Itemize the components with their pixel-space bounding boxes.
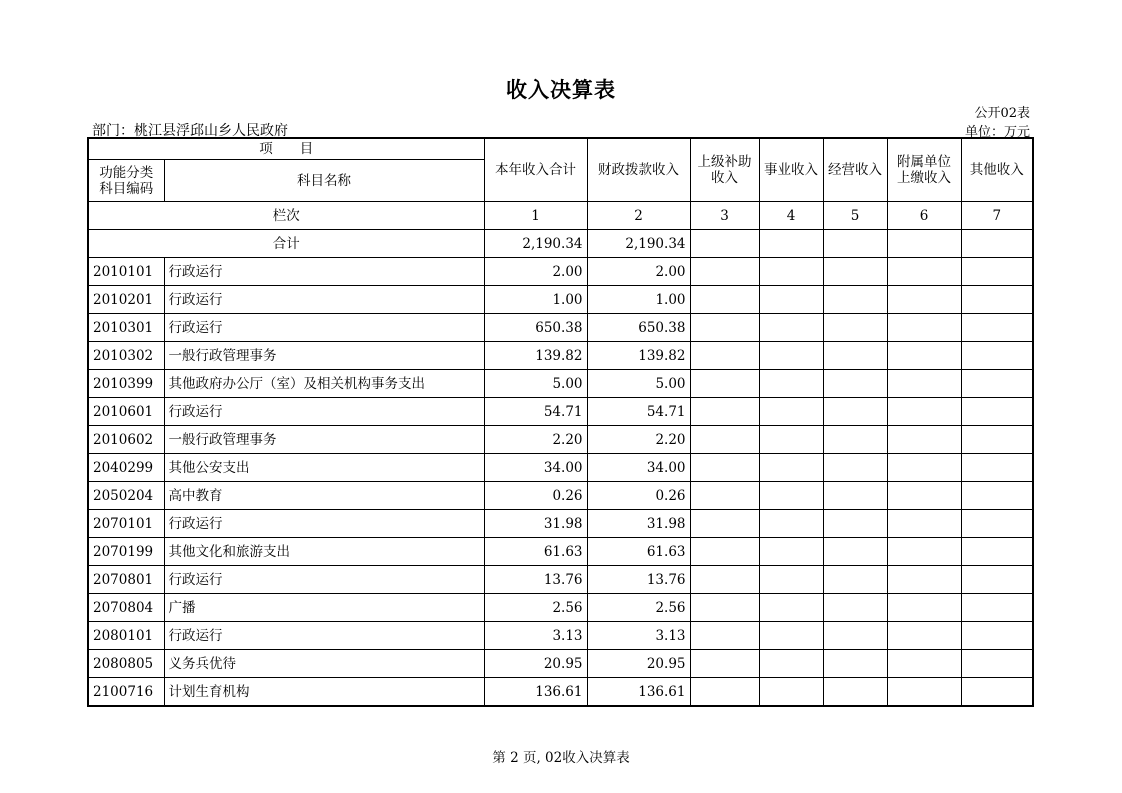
subject-name-cell: 一般行政管理事务 xyxy=(164,342,484,370)
amount-cell xyxy=(887,286,961,314)
function-code-cell: 2010399 xyxy=(88,370,164,398)
table-row xyxy=(88,678,1033,707)
total-value xyxy=(961,230,1033,258)
amount-cell xyxy=(961,370,1033,398)
unit-label: 单位：万元 xyxy=(964,125,1030,140)
table-row xyxy=(88,482,1033,510)
amount-cell xyxy=(823,650,887,678)
subject-name-cell: 行政运行 xyxy=(164,398,484,426)
amount-cell xyxy=(759,594,823,622)
department-label: 部门：桃江县浮邱山乡人民政府 xyxy=(92,123,288,139)
amount-cell xyxy=(759,566,823,594)
index-number: 7 xyxy=(961,202,1033,230)
amount-cell: 13.76 xyxy=(484,566,587,594)
function-code-cell: 2040299 xyxy=(88,454,164,482)
header-subject-name: 科目名称 xyxy=(164,160,484,202)
amount-cell xyxy=(961,566,1033,594)
amount-cell: 1.00 xyxy=(484,286,587,314)
amount-cell xyxy=(690,258,759,286)
index-number: 6 xyxy=(887,202,961,230)
amount-cell xyxy=(690,538,759,566)
table-row xyxy=(88,370,1033,398)
amount-cell xyxy=(690,454,759,482)
subject-name-cell: 一般行政管理事务 xyxy=(164,426,484,454)
amount-cell xyxy=(690,370,759,398)
amount-cell: 54.71 xyxy=(484,398,587,426)
amount-cell xyxy=(887,426,961,454)
amount-cell: 20.95 xyxy=(484,650,587,678)
amount-cell: 650.38 xyxy=(587,314,690,342)
index-number: 5 xyxy=(823,202,887,230)
amount-cell xyxy=(823,510,887,538)
amount-cell: 136.61 xyxy=(484,678,587,707)
amount-cell: 2.20 xyxy=(484,426,587,454)
amount-cell xyxy=(887,566,961,594)
amount-cell: 54.71 xyxy=(587,398,690,426)
amount-cell xyxy=(887,510,961,538)
amount-cell xyxy=(759,398,823,426)
amount-cell xyxy=(961,286,1033,314)
amount-cell: 5.00 xyxy=(587,370,690,398)
subject-name-cell: 行政运行 xyxy=(164,622,484,650)
amount-cell: 34.00 xyxy=(587,454,690,482)
function-code-cell: 2080805 xyxy=(88,650,164,678)
amount-cell xyxy=(823,622,887,650)
amount-cell: 3.13 xyxy=(587,622,690,650)
amount-cell: 13.76 xyxy=(587,566,690,594)
function-code-cell: 2080101 xyxy=(88,622,164,650)
total-value: 2,190.34 xyxy=(587,230,690,258)
total-value xyxy=(759,230,823,258)
amount-cell xyxy=(961,482,1033,510)
amount-cell: 136.61 xyxy=(587,678,690,707)
amount-cell xyxy=(690,314,759,342)
amount-cell xyxy=(690,482,759,510)
amount-cell: 31.98 xyxy=(484,510,587,538)
amount-cell xyxy=(690,650,759,678)
amount-cell: 2.56 xyxy=(484,594,587,622)
subject-name-cell: 计划生育机构 xyxy=(164,678,484,707)
amount-cell xyxy=(690,510,759,538)
function-code-cell: 2010601 xyxy=(88,398,164,426)
header-col-2: 财政拨款收入 xyxy=(587,138,690,202)
subject-name-cell: 义务兵优待 xyxy=(164,650,484,678)
amount-cell xyxy=(961,258,1033,286)
amount-cell xyxy=(961,594,1033,622)
subject-name-cell: 行政运行 xyxy=(164,286,484,314)
function-code-cell: 2070801 xyxy=(88,566,164,594)
amount-cell xyxy=(961,314,1033,342)
amount-cell: 2.00 xyxy=(587,258,690,286)
table-row xyxy=(88,426,1033,454)
function-code-cell: 2010101 xyxy=(88,258,164,286)
total-value xyxy=(690,230,759,258)
amount-cell xyxy=(961,678,1033,707)
amount-cell: 139.82 xyxy=(587,342,690,370)
amount-cell xyxy=(690,398,759,426)
amount-cell xyxy=(759,678,823,707)
amount-cell xyxy=(823,594,887,622)
amount-cell xyxy=(759,286,823,314)
header-col-1: 本年收入合计 xyxy=(484,138,587,202)
header-col-6: 附属单位 上缴收入 xyxy=(887,138,961,202)
table-row xyxy=(88,622,1033,650)
subject-name-cell: 行政运行 xyxy=(164,510,484,538)
amount-cell: 3.13 xyxy=(484,622,587,650)
table-row xyxy=(88,258,1033,286)
amount-cell xyxy=(823,370,887,398)
amount-cell xyxy=(759,482,823,510)
amount-cell xyxy=(961,426,1033,454)
total-value xyxy=(823,230,887,258)
amount-cell xyxy=(961,510,1033,538)
amount-cell xyxy=(887,314,961,342)
amount-cell: 1.00 xyxy=(587,286,690,314)
amount-cell xyxy=(961,398,1033,426)
table-row xyxy=(88,342,1033,370)
income-table xyxy=(87,137,1034,707)
amount-cell: 0.26 xyxy=(587,482,690,510)
function-code-cell: 2100716 xyxy=(88,678,164,707)
amount-cell xyxy=(887,622,961,650)
amount-cell xyxy=(887,650,961,678)
form-code: 公开02表 xyxy=(974,106,1030,121)
amount-cell xyxy=(823,454,887,482)
amount-cell xyxy=(759,622,823,650)
subject-name-cell: 其他文化和旅游支出 xyxy=(164,538,484,566)
header-col-7: 其他收入 xyxy=(961,138,1033,202)
amount-cell xyxy=(759,314,823,342)
subject-name-cell: 其他政府办公厅（室）及相关机构事务支出 xyxy=(164,370,484,398)
amount-cell xyxy=(823,286,887,314)
amount-cell: 34.00 xyxy=(484,454,587,482)
amount-cell: 0.26 xyxy=(484,482,587,510)
amount-cell xyxy=(823,538,887,566)
amount-cell xyxy=(690,594,759,622)
amount-cell: 5.00 xyxy=(484,370,587,398)
amount-cell: 61.63 xyxy=(484,538,587,566)
subject-name-cell: 行政运行 xyxy=(164,566,484,594)
amount-cell xyxy=(690,566,759,594)
amount-cell: 650.38 xyxy=(484,314,587,342)
subject-name-cell: 行政运行 xyxy=(164,314,484,342)
amount-cell xyxy=(823,314,887,342)
amount-cell xyxy=(961,622,1033,650)
table-row xyxy=(88,314,1033,342)
amount-cell: 139.82 xyxy=(484,342,587,370)
amount-cell xyxy=(887,342,961,370)
header-col-5: 经营收入 xyxy=(823,138,887,202)
amount-cell: 2.00 xyxy=(484,258,587,286)
subject-name-cell: 高中教育 xyxy=(164,482,484,510)
function-code-cell: 2070199 xyxy=(88,538,164,566)
amount-cell xyxy=(759,510,823,538)
subject-name-cell: 其他公安支出 xyxy=(164,454,484,482)
subject-name-cell: 广播 xyxy=(164,594,484,622)
amount-cell xyxy=(961,538,1033,566)
amount-cell xyxy=(690,678,759,707)
page-footer: 第 2 页, 02收入决算表 xyxy=(492,750,630,766)
amount-cell xyxy=(887,594,961,622)
function-code-cell: 2010301 xyxy=(88,314,164,342)
amount-cell xyxy=(961,650,1033,678)
amount-cell xyxy=(887,454,961,482)
table-row xyxy=(88,566,1033,594)
table-row xyxy=(88,454,1033,482)
amount-cell xyxy=(887,398,961,426)
amount-cell xyxy=(690,342,759,370)
amount-cell xyxy=(759,370,823,398)
table-row xyxy=(88,398,1033,426)
header-col-3: 上级补助 收入 xyxy=(690,138,759,202)
amount-cell: 61.63 xyxy=(587,538,690,566)
total-value xyxy=(887,230,961,258)
amount-cell xyxy=(759,342,823,370)
total-row-label: 合计 xyxy=(88,230,484,258)
index-number: 2 xyxy=(587,202,690,230)
header-project: 项 目 xyxy=(88,138,484,160)
table-row xyxy=(88,538,1033,566)
subject-name-cell: 行政运行 xyxy=(164,258,484,286)
amount-cell: 2.56 xyxy=(587,594,690,622)
amount-cell xyxy=(690,426,759,454)
amount-cell xyxy=(887,482,961,510)
function-code-cell: 2010201 xyxy=(88,286,164,314)
amount-cell xyxy=(887,258,961,286)
amount-cell xyxy=(759,426,823,454)
amount-cell xyxy=(690,622,759,650)
table-row xyxy=(88,650,1033,678)
amount-cell xyxy=(759,538,823,566)
amount-cell xyxy=(823,678,887,707)
function-code-cell: 2050204 xyxy=(88,482,164,510)
amount-cell xyxy=(887,538,961,566)
index-number: 3 xyxy=(690,202,759,230)
amount-cell xyxy=(759,650,823,678)
function-code-cell: 2010602 xyxy=(88,426,164,454)
table-row xyxy=(88,510,1033,538)
amount-cell xyxy=(759,258,823,286)
index-row-label: 栏次 xyxy=(88,202,484,230)
function-code-cell: 2070804 xyxy=(88,594,164,622)
header-func-code: 功能分类 科目编码 xyxy=(88,160,164,202)
table-row xyxy=(88,286,1033,314)
function-code-cell: 2070101 xyxy=(88,510,164,538)
amount-cell xyxy=(887,678,961,707)
header-col-4: 事业收入 xyxy=(759,138,823,202)
amount-cell: 31.98 xyxy=(587,510,690,538)
table-row xyxy=(88,594,1033,622)
amount-cell xyxy=(823,258,887,286)
amount-cell xyxy=(759,454,823,482)
amount-cell xyxy=(823,482,887,510)
index-number: 1 xyxy=(484,202,587,230)
amount-cell xyxy=(823,342,887,370)
amount-cell xyxy=(690,286,759,314)
amount-cell: 2.20 xyxy=(587,426,690,454)
amount-cell xyxy=(823,426,887,454)
index-number: 4 xyxy=(759,202,823,230)
function-code-cell: 2010302 xyxy=(88,342,164,370)
amount-cell xyxy=(961,342,1033,370)
total-value: 2,190.34 xyxy=(484,230,587,258)
amount-cell xyxy=(823,398,887,426)
amount-cell xyxy=(961,454,1033,482)
amount-cell xyxy=(887,370,961,398)
amount-cell: 20.95 xyxy=(587,650,690,678)
amount-cell xyxy=(823,566,887,594)
page-title: 收入决算表 xyxy=(506,77,616,102)
